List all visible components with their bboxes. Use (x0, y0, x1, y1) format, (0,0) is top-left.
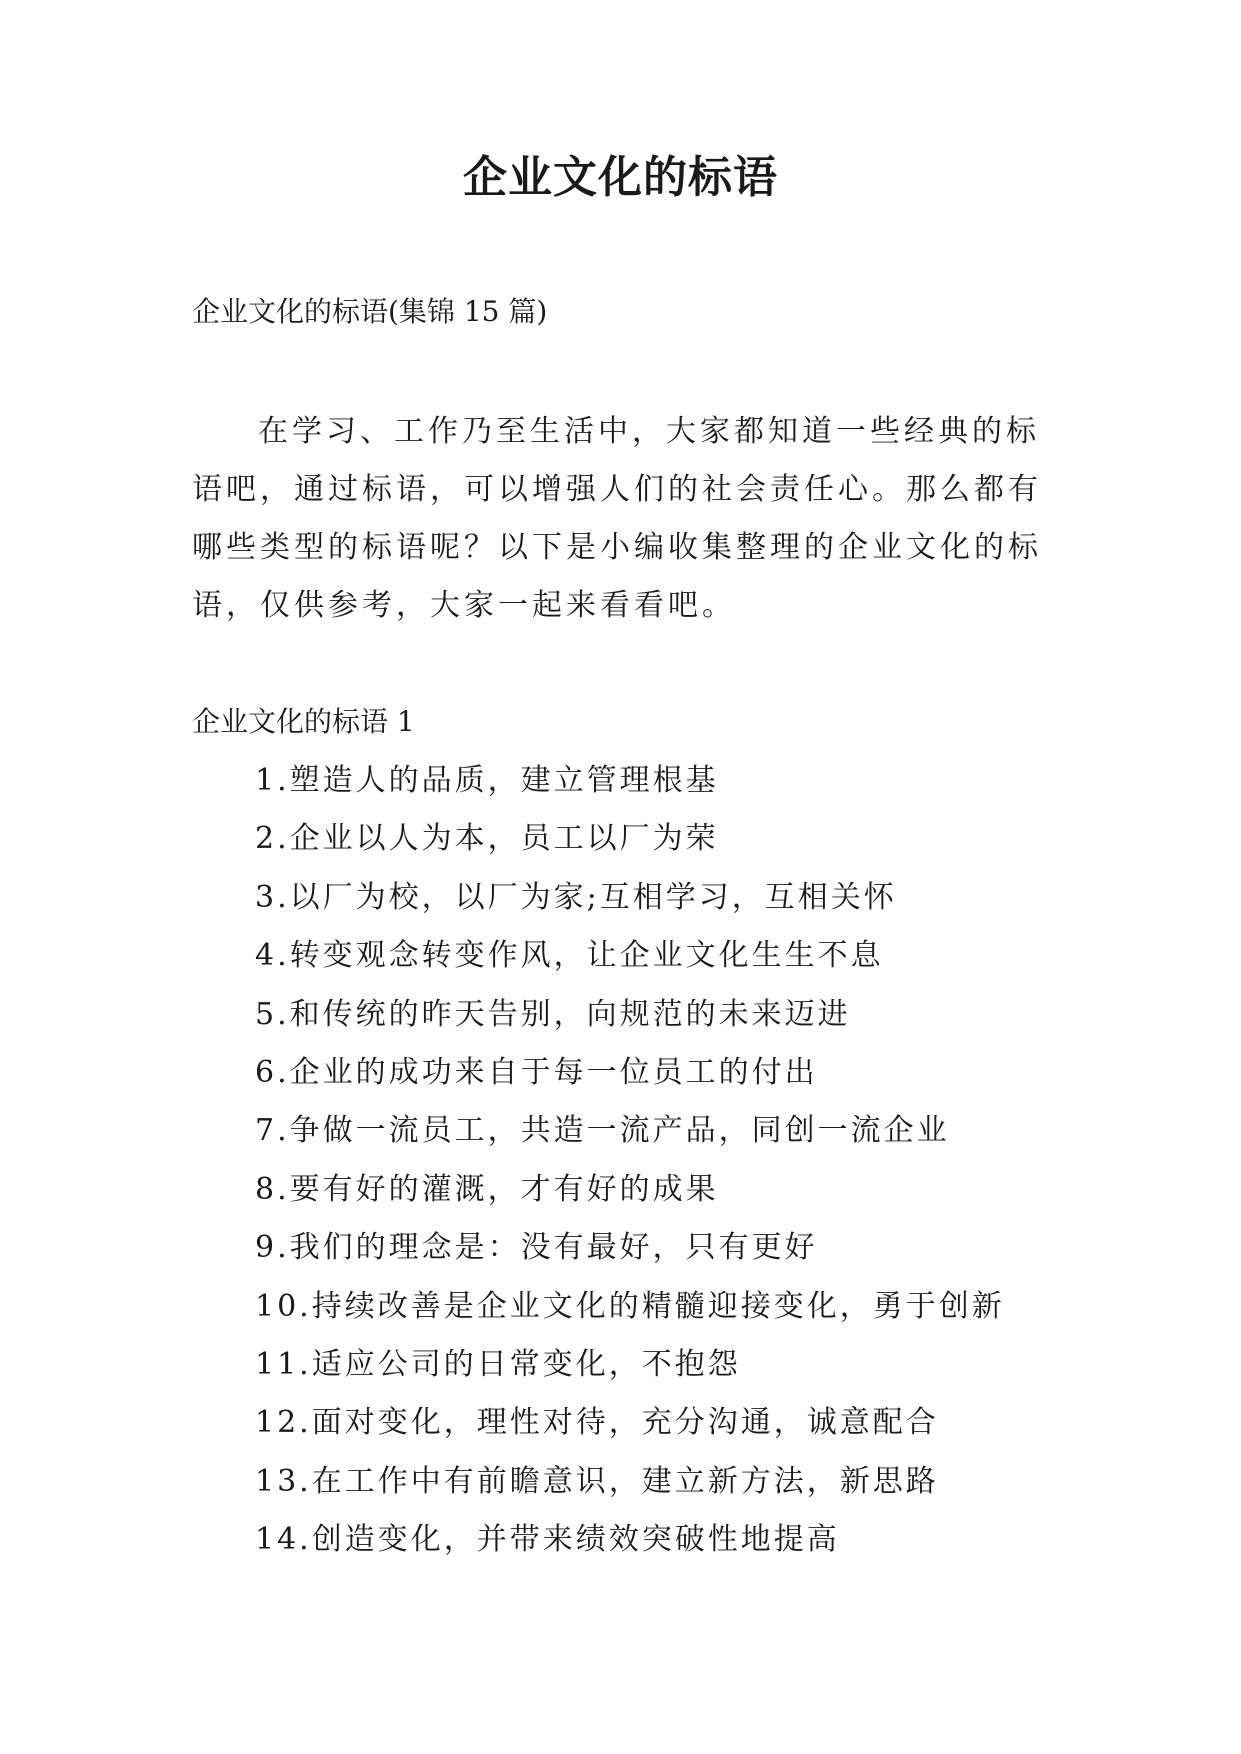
slogan-item: 11.适应公司的日常变化，不抱怨 (255, 1346, 741, 1382)
slogan-item: 9.我们的理念是：没有最好，只有更好 (255, 1230, 818, 1266)
slogan-item: 8.要有好的灌溉，才有好的成果 (255, 1171, 719, 1207)
document-title: 企业文化的标语 (463, 152, 778, 203)
slogan-item: 1.塑造人的品质，建立管理根基 (255, 763, 719, 798)
slogan-item: 5.和传统的昨天告别，向规范的未来迈进 (255, 996, 851, 1032)
section-heading: 企业文化的标语 1 (192, 705, 415, 738)
slogan-item: 14.创造变化，并带来绩效突破性地提高 (255, 1522, 840, 1558)
slogan-item: 12.面对变化，理性对待，充分沟通，诚意配合 (255, 1405, 939, 1441)
slogan-item: 10.持续改善是企业文化的精髓迎接变化，勇于创新 (255, 1288, 1005, 1324)
slogan-item: 2.企业以人为本，员工以厂为荣 (255, 821, 719, 857)
slogan-item: 13.在工作中有前瞻意识，建立新方法，新思路 (255, 1463, 939, 1499)
slogan-item: 6.企业的成功来自于每一位员工的付出 (255, 1054, 818, 1090)
document-subtitle: 企业文化的标语(集锦 15 篇) (192, 295, 548, 328)
intro-paragraph: 在学习、工作乃至生活中，大家都知道一些经典的标语吧，通过标语，可以增强人们的社会责任心。那么都有哪些类型的标语呢？以下是小编收集整理的企业文化的标语，仅供参考，大家一起来看看吧。 (192, 414, 1042, 623)
slogan-list (255, 752, 1005, 1569)
slogan-item: 7.争做一流员工，共造一流产品，同创一流企业 (255, 1113, 950, 1149)
slogan-item: 4.转变观念转变作风，让企业文化生生不息 (255, 938, 884, 974)
slogan-item: 3.以厂为校，以厂为家;互相学习，互相关怀 (255, 879, 897, 915)
